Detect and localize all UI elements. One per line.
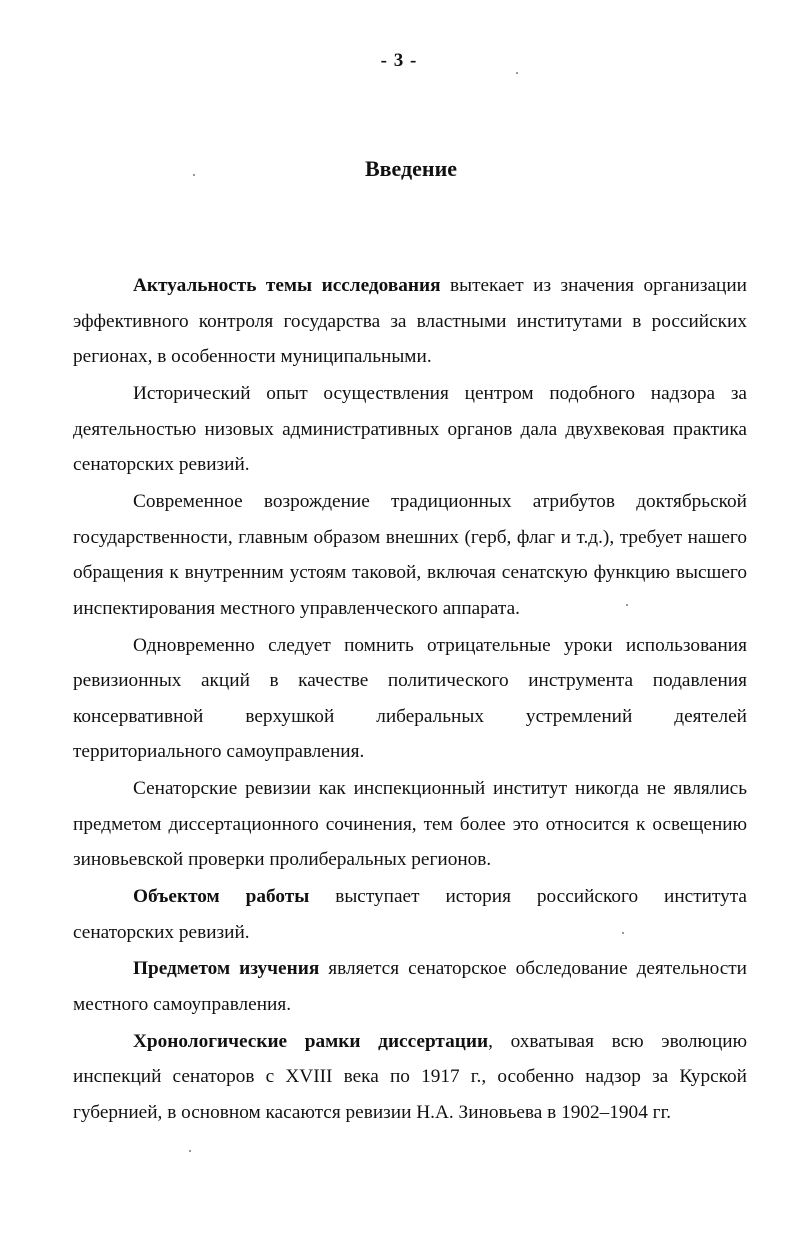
scan-speck bbox=[189, 1150, 191, 1152]
paragraph-subject bbox=[73, 951, 747, 1022]
paragraph-chronology bbox=[73, 1024, 747, 1131]
paragraph-text: является сенаторское обследование деятельности местного самоуправления. bbox=[73, 958, 747, 1015]
page-number: - 3 - bbox=[380, 50, 418, 71]
document-body bbox=[73, 268, 747, 1132]
paragraph-object bbox=[73, 879, 747, 950]
paragraph-text: Современное возрождение традиционных атрибутов доктябрьской государственности, главным образом внешних (герб, флаг и т.д.), требует нашего обращения к внутренним устоям таковой, включая сенатскую функцию высшего инспектирования местного управленческого аппарата. bbox=[73, 490, 747, 619]
scan-speck bbox=[516, 72, 518, 74]
paragraph-text: , охватывая всю эволюцию инспекций сенаторов с XVIII века по 1917 г., особенно надзор за Курской губернией, в основном касаются ревизии Н.А. Зиновьева в 1902–1904 гг. bbox=[73, 1030, 747, 1123]
paragraph-lead: Предметом изучения bbox=[133, 958, 320, 980]
paragraph-text: вытекает из значения организации эффективного контроля государства за властными институтами в российских регионах, в особенности муниципальными. bbox=[73, 275, 747, 368]
paragraph-relevance bbox=[73, 268, 747, 375]
paragraph-novelty bbox=[73, 771, 747, 878]
paragraph-lead: Объектом работы bbox=[133, 886, 310, 908]
paragraph-text: Исторический опыт осуществления центром подобного надзора за деятельностью низовых административных органов дала двухвековая практика сенаторских ревизий. bbox=[73, 382, 747, 476]
paragraph-text: выступает история российского института сенаторских ревизий. bbox=[73, 886, 747, 943]
paragraph-negative-lessons bbox=[73, 628, 747, 770]
paragraph-lead: Хронологические рамки диссертации bbox=[133, 1030, 489, 1052]
scan-speck bbox=[622, 932, 624, 934]
scan-speck bbox=[193, 174, 195, 176]
paragraph-text: Сенаторские ревизии как инспекционный институт никогда не являлись предметом диссертационного сочинения, тем более это относится к освещению зиновьевской проверки пролиберальных регионов. bbox=[73, 778, 747, 871]
paragraph-modern-revival bbox=[73, 484, 747, 626]
paragraph-text: Одновременно следует помнить отрицательные уроки использования ревизионных акций в качестве политического инструмента подавления консервативной верхушкой либеральных устремлений деятелей территориального самоуправления. bbox=[73, 634, 747, 763]
paragraph-historical-experience bbox=[73, 376, 747, 483]
paragraph-lead: Актуальность темы исследования bbox=[133, 275, 441, 296]
scan-speck bbox=[626, 604, 628, 606]
page-title: Введение bbox=[364, 156, 458, 181]
